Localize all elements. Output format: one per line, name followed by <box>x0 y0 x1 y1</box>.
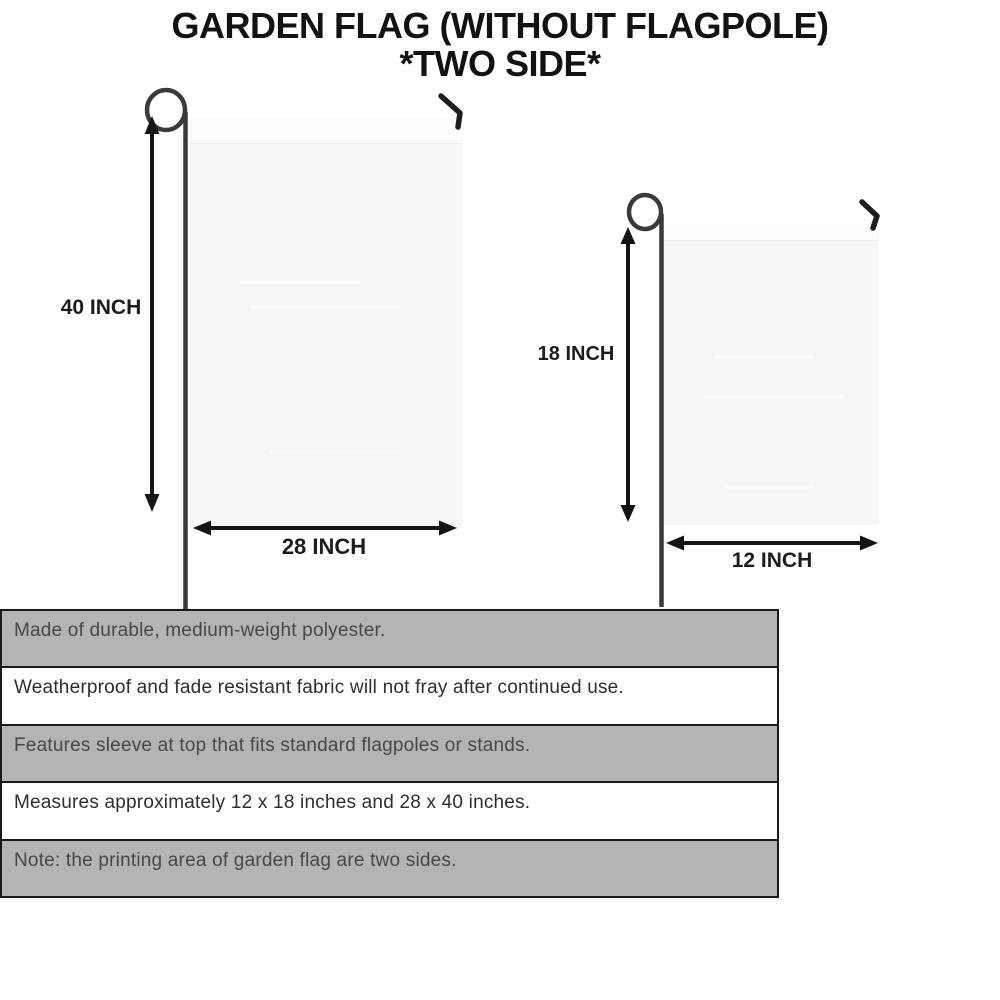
small-flag-sleeve <box>664 225 878 241</box>
spec-row-measures: Measures approximately 12 x 18 inches and 28 x 40 inches. <box>2 783 777 840</box>
large-flag <box>190 120 462 528</box>
fold-line <box>240 280 360 284</box>
large-flag-width-label: 28 INCH <box>281 534 367 559</box>
page-title: GARDEN FLAG (WITHOUT FLAGPOLE) <box>171 5 829 46</box>
small-flag <box>664 225 878 524</box>
fold-line <box>714 355 814 359</box>
small-flagpole-loop <box>629 195 661 229</box>
fold-line <box>250 305 400 309</box>
small-flag-height-arrow <box>621 227 636 522</box>
small-flag-width-label: 12 INCH <box>731 549 813 572</box>
fold-line <box>724 485 814 489</box>
spec-row-note: Note: the printing area of garden flag are two sides. <box>2 841 777 896</box>
spec-row-weatherproof: Weatherproof and fade resistant fabric will not fray after continued use. <box>2 668 777 725</box>
fold-line <box>270 450 400 454</box>
large-flag-height-label: 40 INCH <box>60 296 142 319</box>
title-block <box>0 6 1000 83</box>
large-flagpole-loop <box>147 90 185 130</box>
page-subtitle: *TWO SIDE* <box>399 43 601 84</box>
spec-row-material: Made of durable, medium-weight polyester. <box>2 611 777 668</box>
spec-row-sleeve: Features sleeve at top that fits standard flagpoles or stands. <box>2 726 777 783</box>
large-flag-sleeve <box>190 120 462 144</box>
small-flag-height-label: 18 INCH <box>537 343 615 365</box>
fold-line <box>704 395 844 399</box>
spec-table <box>0 609 779 898</box>
